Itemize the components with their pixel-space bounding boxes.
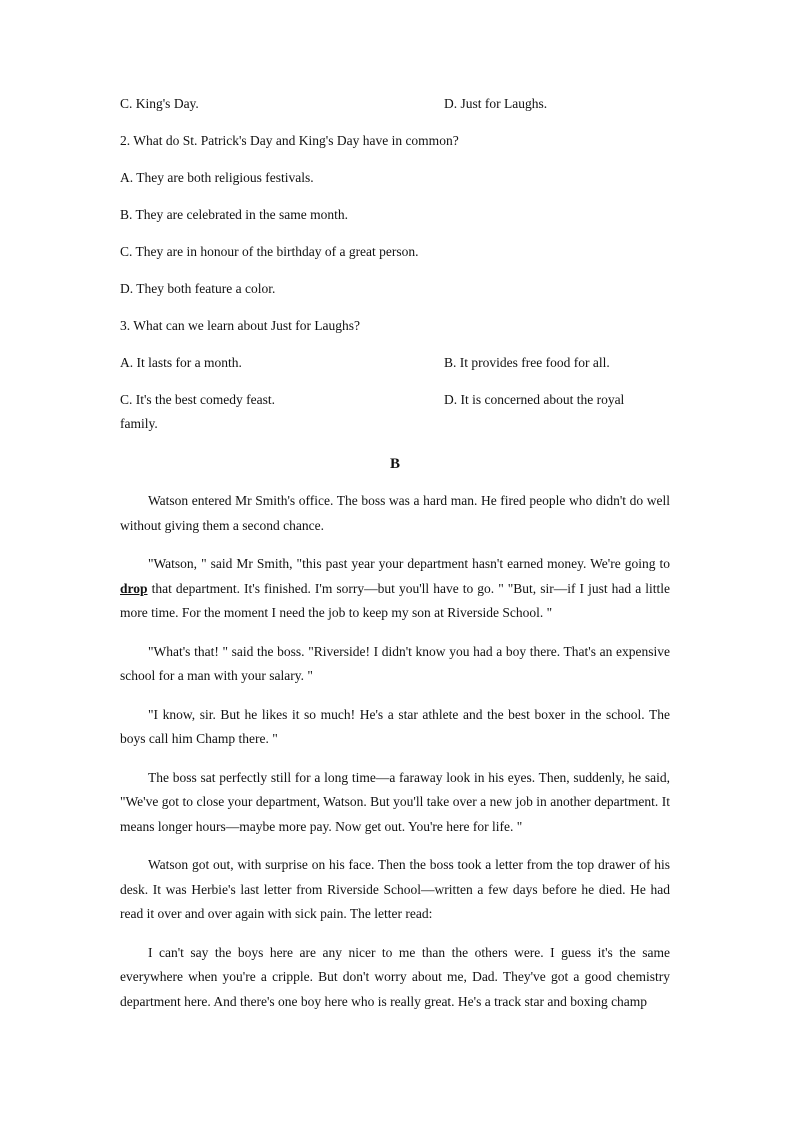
question3-options-cd [120, 390, 670, 410]
passage-paragraph-5: The boss sat perfectly still for a long time—a faraway look in his eyes. Then, suddenly, he said, "We've got to close your department, Watson. But you'll take over a new job in another department. It means longer hours—maybe more pay. Now get out. You're here for life. " [120, 769, 670, 834]
q3-option-a: A. It lasts for a month. [120, 355, 242, 370]
q3-option-d: D. It is concerned about the royal [444, 392, 625, 407]
question3-options-ab [120, 353, 670, 373]
p2-text-before: "Watson, " said Mr Smith, "this past year your department hasn't earned money. We're going to [148, 556, 670, 571]
q2-stem: 2. What do St. Patrick's Day and King's Day have in common? [120, 133, 459, 148]
q2-option-c: C. They are in honour of the birthday of a great person. [120, 244, 419, 259]
q2-option-b: B. They are celebrated in the same month. [120, 207, 349, 222]
passage-paragraph-1: Watson entered Mr Smith's office. The boss was a hard man. He fired people who didn't do well without giving them a second chance. [120, 493, 670, 533]
q1-option-d: D. Just for Laughs. [444, 96, 548, 111]
passage-paragraph-3: "What's that! " said the boss. "Riverside! I didn't know you had a boy there. That's an expensive school for a man with your salary. " [120, 643, 670, 683]
p2-text-after: that department. It's finished. I'm sorry—but you'll have to go. " "But, sir—if I just had a little more time. For the moment I need the job to keep my son at Riverside School. " [120, 580, 670, 620]
q3-option-c: C. It's the best comedy feast. [120, 392, 276, 407]
underlined-keyword: drop [120, 580, 148, 596]
q3-option-b: B. It provides free food for all. [444, 355, 610, 370]
passage-paragraph-4: "I know, sir. But he likes it so much! He's a star athlete and the best boxer in the school. The boys call him Champ there. " [120, 706, 670, 746]
passage-paragraph-6: Watson got out, with surprise on his face. Then the boss took a letter from the top drawer of his desk. It was Herbie's last letter from Riverside School—written a few days before he died. He had read it over and over again with sick pain. The letter read: [120, 857, 670, 921]
passage-paragraph-2 [120, 552, 670, 626]
q2-option-d: D. They both feature a color. [120, 281, 276, 296]
q1-option-c: C. King's Day. [120, 96, 199, 111]
q3-stem: 3. What can we learn about Just for Laughs? [120, 318, 361, 333]
q2-option-a: A. They are both religious festivals. [120, 170, 314, 185]
question1-options-cd [120, 94, 670, 114]
q3-option-d-continued: family. [120, 416, 158, 431]
section-b-title: B [389, 456, 400, 472]
passage-paragraph-7: I can't say the boys here are any nicer to me than the others were. I guess it's the same everywhere when you're a cripple. But don't worry about me, Dad. They've got a good chemistry department here. And there's one boy here who is really great. He's a track star and boxing champ [120, 944, 670, 1009]
exam-page [120, 94, 670, 1028]
